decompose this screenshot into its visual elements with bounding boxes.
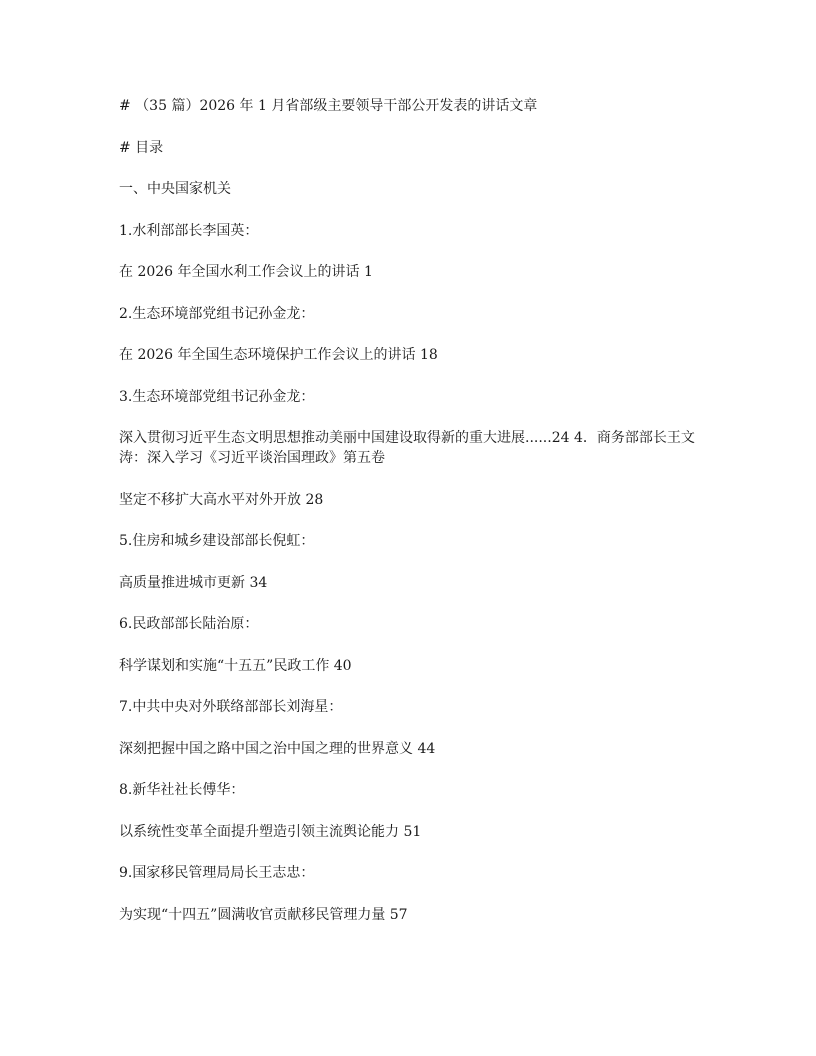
section-heading: 一、中央国家机关 — [119, 181, 231, 197]
toc-speaker: 1.水利部部长李国英： — [119, 222, 259, 239]
toc-speaker: 3.生态环境部党组书记孙金龙： — [119, 388, 315, 405]
toc-speaker: 2.生态环境部党组书记孙金龙： — [119, 305, 315, 322]
toc-speaker: 9.国家移民管理局局长王志忠： — [119, 865, 315, 881]
toc-speaker: 6.民政部部长陆治原： — [119, 616, 259, 632]
toc-article: 为实现“十四五”圆满收官贡献移民管理力量 57 — [119, 906, 408, 923]
toc-article: 坚定不移扩大高水平对外开放 28 — [119, 491, 324, 508]
toc-article: 深入贯彻习近平生态文明思想推动美丽中国建设取得新的重大进展......24 4．商务部部长王文涛：深入学习《习近平谈治国理政》第五卷 — [119, 430, 695, 466]
toc-article: 以系统性变革全面提升塑造引领主流舆论能力 51 — [119, 823, 422, 840]
toc-speaker: 5.住房和城乡建设部部长倪虹： — [119, 533, 315, 549]
toc-speaker: 8.新华社社长傅华： — [119, 782, 245, 798]
toc-speaker: 7.中共中央对外联络部部长刘海星： — [119, 699, 343, 715]
document-page — [119, 96, 699, 946]
document-title: # （35 篇）2026 年 1 月省部级主要领导干部公开发表的讲话文章 — [119, 98, 538, 114]
toc-article: 科学谋划和实施“十五五”民政工作 40 — [119, 657, 352, 674]
toc-article: 高质量推进城市更新 34 — [119, 574, 268, 591]
toc-article: 在 2026 年全国生态环境保护工作会议上的讲话 18 — [119, 347, 438, 363]
toc-article: 深刻把握中国之路中国之治中国之理的世界意义 44 — [119, 740, 436, 757]
toc-article: 在 2026 年全国水利工作会议上的讲话 1 — [119, 264, 373, 280]
toc-heading: # 目录 — [119, 139, 164, 156]
